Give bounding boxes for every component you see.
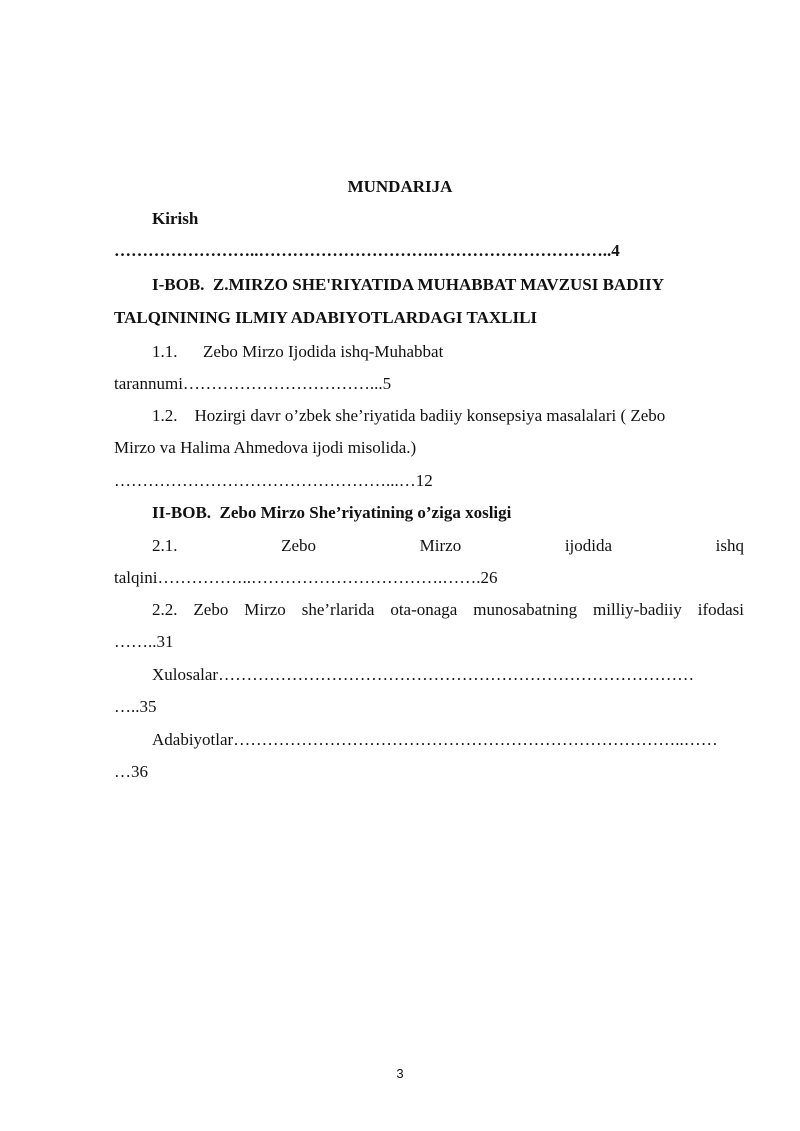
toc-word: ijodida (564, 536, 613, 555)
toc-word: 2.1. (152, 536, 178, 555)
toc-xulosalar-line2: …..35 (114, 697, 157, 716)
toc-section-1-2-line3: …………………………………………...…12 (114, 471, 433, 490)
toc-bob2-heading: II-BOB. Zebo Mirzo She’riyatining o’ziga xosligi (152, 503, 512, 522)
toc-adabiyotlar-line2: …36 (114, 762, 148, 781)
toc-bob1-heading-line2: TALQININING ILMIY ADABIYOTLARDAGI TAXLILI (114, 308, 538, 327)
toc-adabiyotlar-line1: Adabiyotlar……………………………………………………………………..…… (152, 730, 718, 749)
toc-section-1-1-line1: 1.1. Zebo Mirzo Ijodida ishq-Muhabbat (152, 342, 444, 361)
toc-section-2-2-line1: 2.2. Zebo Mirzo she’rlarida ota-onaga munosabatning milliy-badiiy ifodasi (152, 600, 744, 619)
toc-section-1-2-line1: 1.2. Hozirgi davr o’zbek she’riyatida badiiy konsepsiya masalalari ( Zebo (152, 406, 666, 425)
toc-xulosalar-line1: Xulosalar………………………………………………………………………… (152, 665, 695, 684)
toc-word: ishq (715, 536, 744, 555)
toc-section-2-1-line1 (152, 535, 744, 557)
toc-bob1-heading-line1: I-BOB. Z.MIRZO SHE'RIYATIDA MUHABBAT MAVZUSI BADIIY (152, 275, 664, 294)
page-number: 3 (396, 1066, 404, 1081)
toc-word: Zebo (281, 536, 317, 555)
toc-kirish-dots: ……………………..………………………….…………………………..4 (114, 241, 620, 260)
toc-kirish-label: Kirish (152, 209, 199, 228)
toc-section-2-1-line2: talqini……………..…………………………….…….26 (114, 568, 498, 587)
toc-section-1-2-line2: Mirzo va Halima Ahmedova ijodi misolida.) (114, 438, 417, 457)
toc-word: Mirzo (419, 536, 462, 555)
page-title: MUNDARIJA (347, 177, 453, 196)
toc-section-2-2-line2: ……..31 (114, 632, 174, 651)
toc-section-1-1-line2: tarannumi……………………………...5 (114, 374, 392, 393)
